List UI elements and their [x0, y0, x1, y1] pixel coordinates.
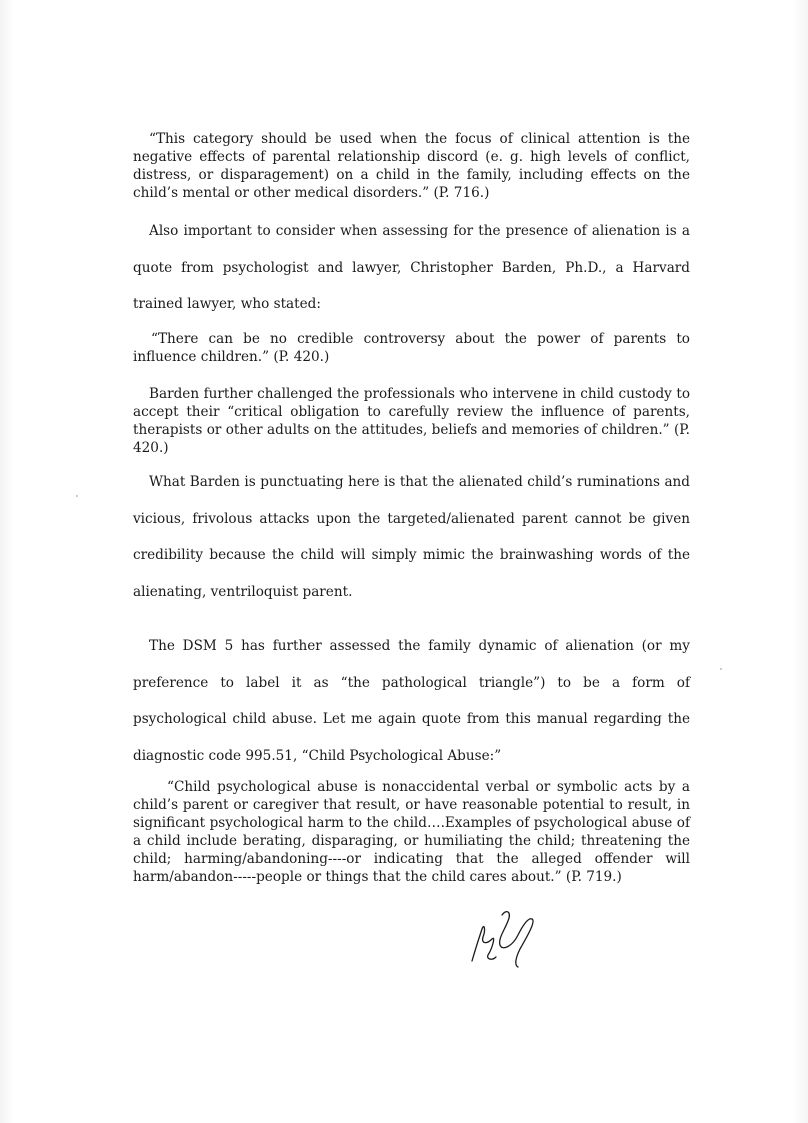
scan-speck — [76, 495, 78, 497]
dsm-quote-relationship-discord: “This category should be used when the focus of clinical attention is the negative effects of parental relationship discord (e. g. high levels of conflict, distress, or disparagement) on a child in the family, including effects on the child’s mental or other medical disorders.” (P. 716.) — [133, 131, 690, 201]
barden-quote-parent-influence: “There can be no credible controversy about the power of parents to influence children.” (P. 420.) — [133, 331, 690, 365]
dsm-quote-child-psychological-abuse: “Child psychological abuse is nonaccidental verbal or symbolic acts by a child’s parent or caregiver that result, or have reasonable potential to result, in significant psychological harm to the child….Examples of psychological abuse of a child include berating, disparaging, or humiliating the child; threatening the child; harming/abandoning----or indicating that the alleged offender will harm/abandon-----people or things that the child cares about.” (P. 719.) — [133, 779, 690, 885]
paragraph-dsm5-psychological-abuse: The DSM 5 has further assessed the family dynamic of alienation (or my preference to label it as “the pathological triangle”) to be a form of psychological child abuse. Let me again quote from this manual regarding the diagnostic code 995.51, “Child Psychological Abuse:” — [133, 638, 690, 764]
paragraph-barden-challenge: Barden further challenged the professionals who intervene in child custody to accept their “critical obligation to carefully review the influence of parents, therapists or other adults on the attitudes, beliefs and memories of children.” (P. 420.) — [133, 386, 690, 456]
paragraph-barden-introduction: Also important to consider when assessing for the presence of alienation is a quote from psychologist and lawyer, Christopher Barden, Ph.D., a Harvard trained lawyer, who stated: — [133, 223, 690, 312]
paragraph-barden-punctuating: What Barden is punctuating here is that the alienated child’s ruminations and vicious, frivolous attacks upon the targeted/alienated parent cannot be given credibility because the child will simply mimic the brainwashing words of the alienating, ventriloquist parent. — [133, 474, 690, 600]
signature-initials — [462, 905, 542, 971]
scan-speck — [720, 668, 722, 670]
